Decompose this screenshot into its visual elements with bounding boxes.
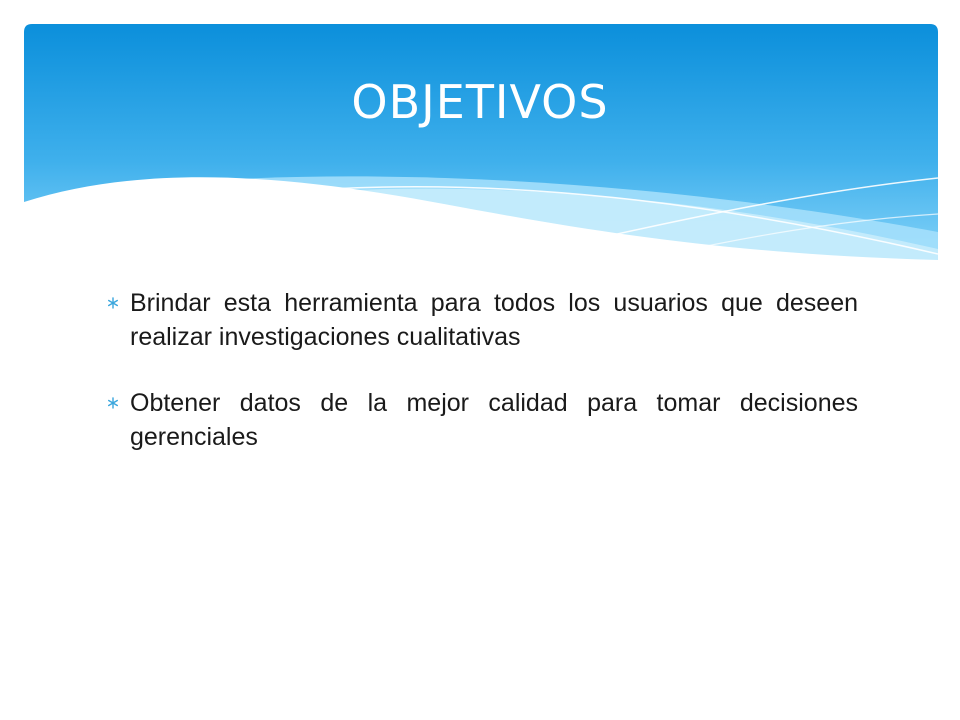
header-wave-background — [24, 24, 938, 274]
bullet-text: Obtener datos de la mejor calidad para tomar decisiones gerenciales — [130, 389, 858, 451]
asterisk-icon — [106, 286, 120, 320]
asterisk-icon — [106, 386, 120, 420]
bullet-item — [106, 286, 858, 354]
header-banner — [24, 24, 938, 274]
bullet-text: Brindar esta herramienta para todos los usuarios que deseen realizar investigaciones cualitativas — [130, 289, 858, 351]
bullet-item — [106, 386, 858, 454]
bullet-list — [106, 286, 858, 486]
page-title: OBJETIVOS — [351, 75, 609, 129]
